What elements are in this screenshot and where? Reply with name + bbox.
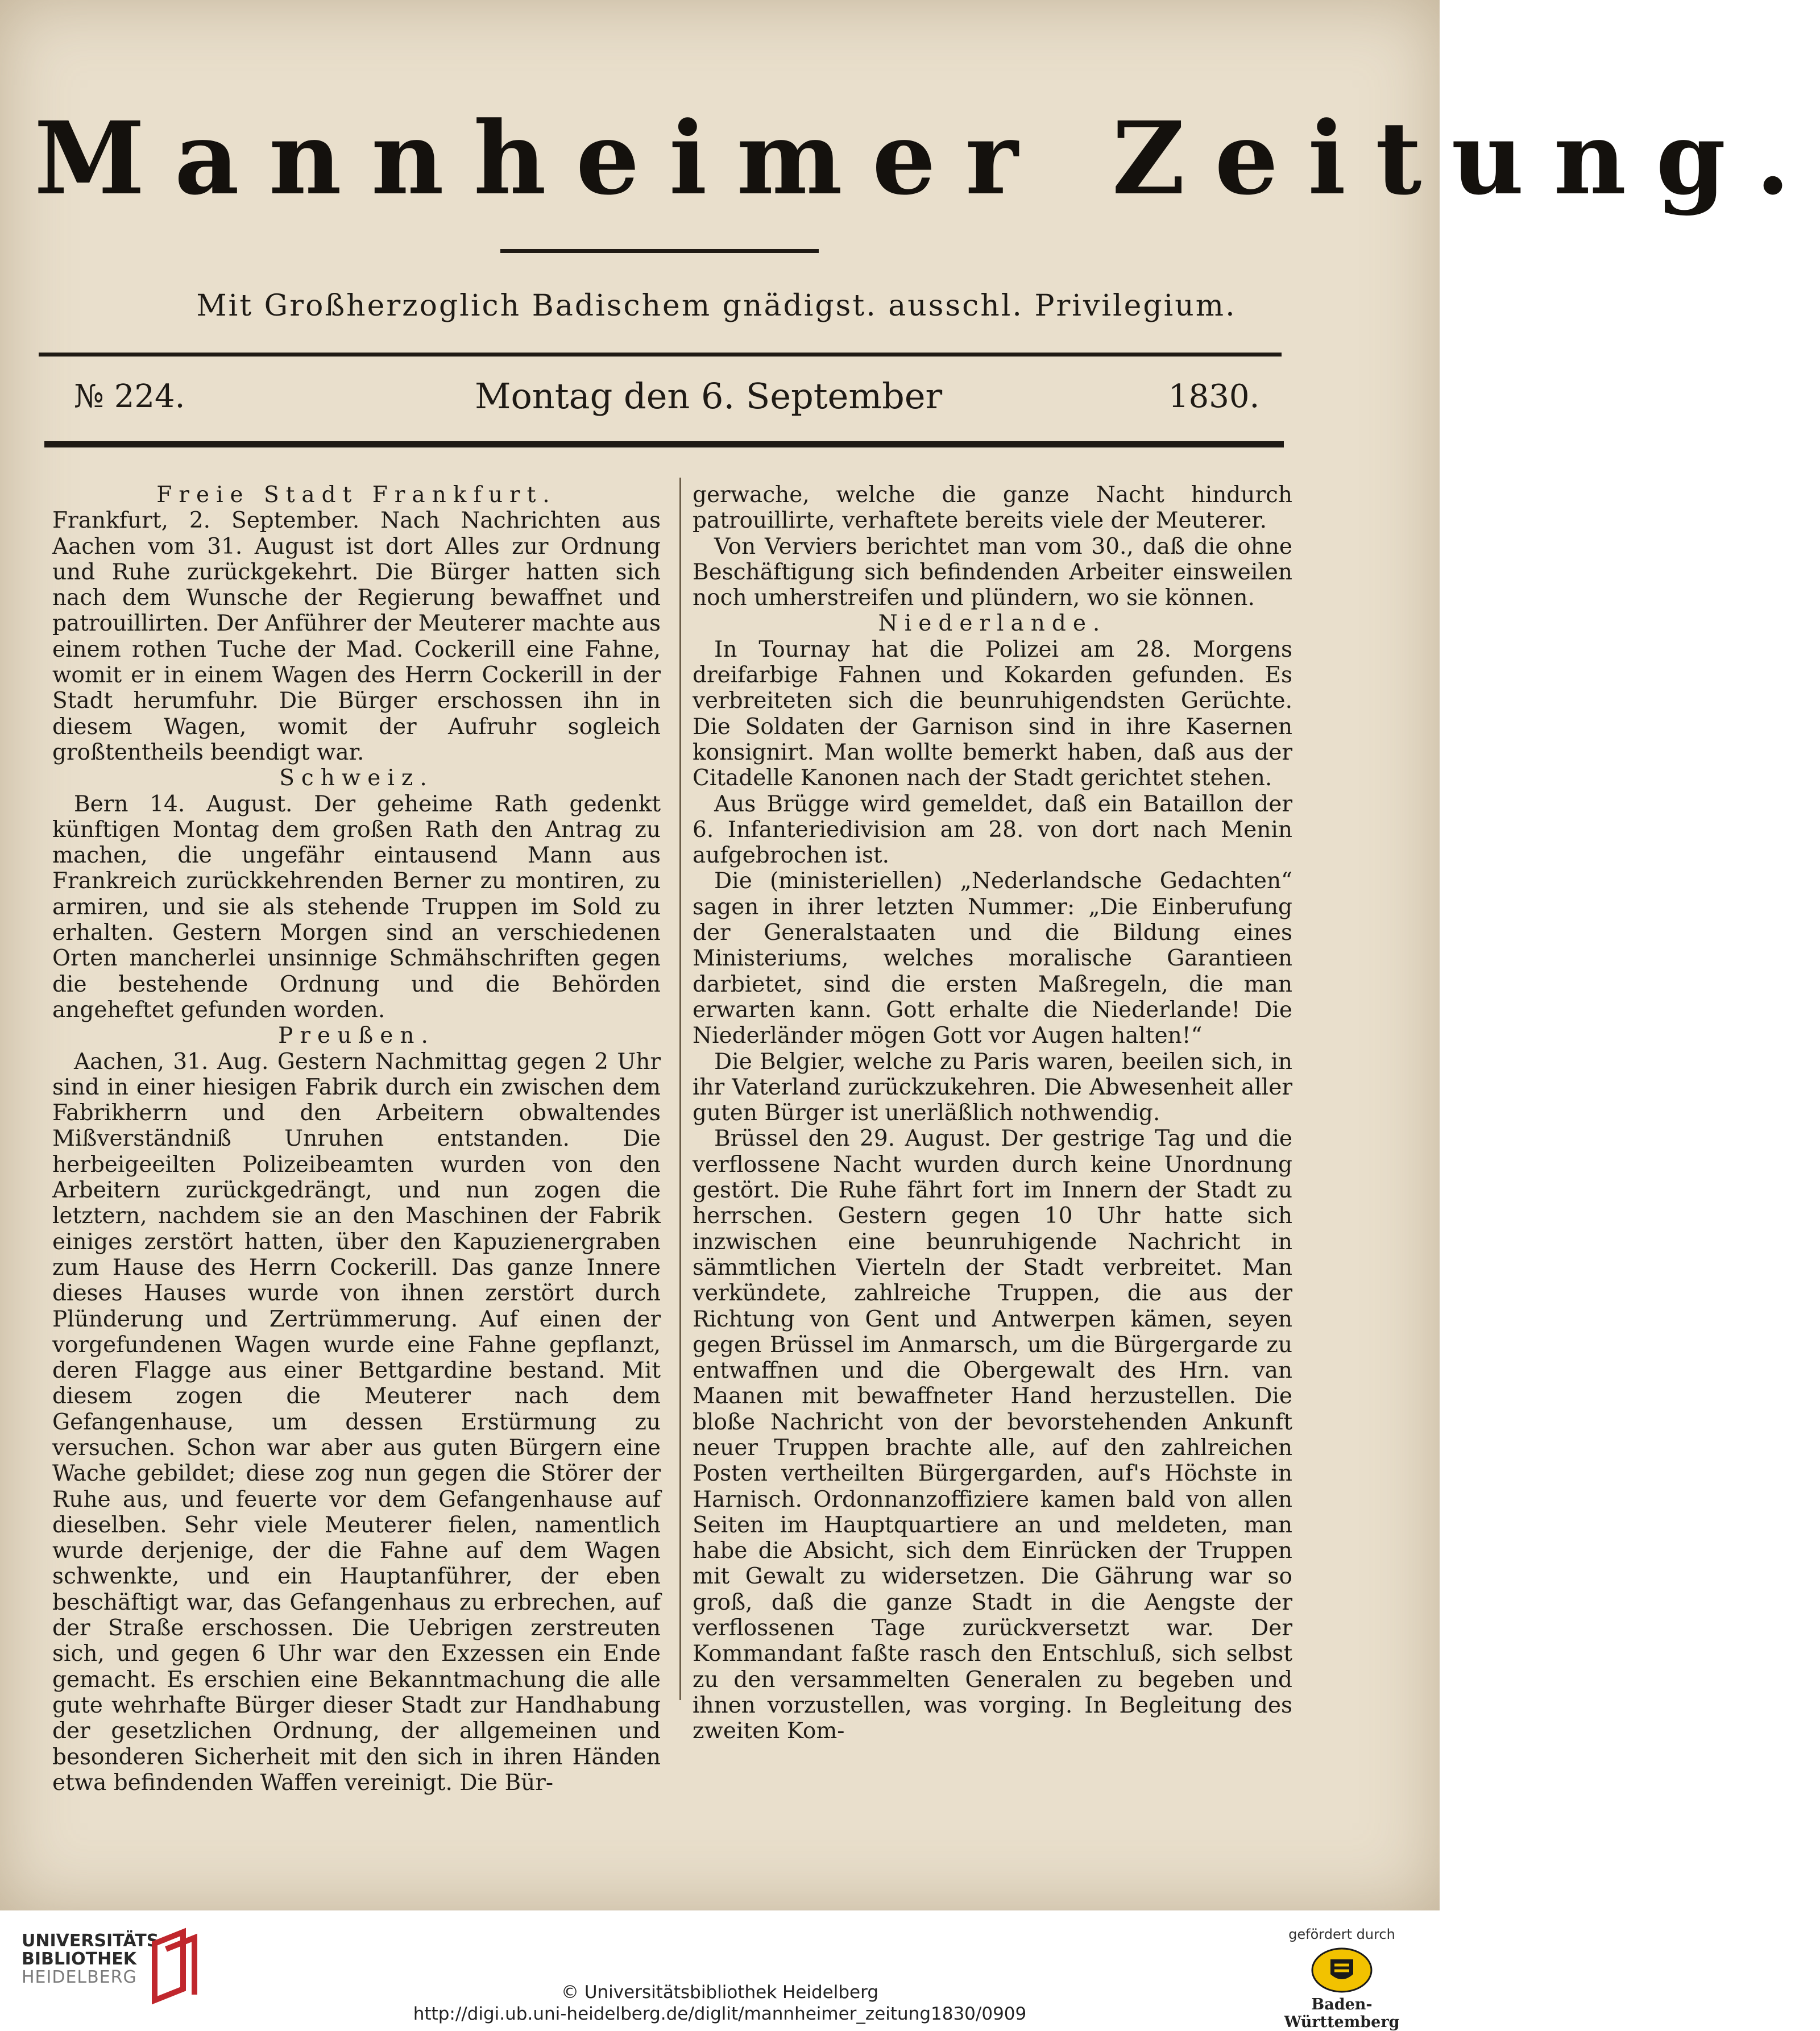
issue-date: Montag den 6. September	[475, 375, 943, 417]
column-divider	[679, 478, 681, 1700]
article-paragraph: Die Belgier, welche zu Paris waren, beeilen sich, in ihr Vaterland zurückzukehren. Die Abwesenheit aller guten Bürger ist unerläßlich nothwendig.	[693, 1048, 1292, 1126]
permalink-url[interactable]: http://digi.ub.uni-heidelberg.de/diglit/mannheimer_zeitung1830/0909	[413, 2004, 1027, 2024]
article-paragraph: Aus Brügge wird gemeldet, daß ein Bataillon der 6. Infanteriedivision am 28. von dort nach Menin aufgebrochen ist.	[693, 791, 1292, 869]
issue-number: № 224.	[74, 378, 185, 415]
article-paragraph: Frankfurt, 2. September. Nach Nachrichten aus Aachen vom 31. August ist dort Alles zur Ordnung und Ruhe zurückgekehrt. Die Bürger hatten sich nach dem Wunsche der Regierung bewaffnet und patrouillirten. Der Anführer der Meuterer machte aus einem rothen Tuche der Mad. Cockerill eine Fahne, womit er in einem Wagen des Herrn Cockerill in der Stadt herumfuhr. Die Bürger erschossen ihn in diesem Wagen, womit der Aufruhr sogleich großtentheils beendigt war.	[52, 508, 661, 765]
article-paragraph: Brüssel den 29. August. Der gestrige Tag und die verflossene Nacht wurden durch keine Unordnung gestört. Die Ruhe fährt fort im Innern der Stadt zu herrschen. Gestern gegen 10 Uhr hatte sich inzwischen eine beunruhigende Nachricht in sämmtlichen Vierteln der Stadt verbreitet. Man verkündete, zahlreiche Truppen, die aus der Richtung von Gent und Antwerpen kämen, seyen gegen Brüssel im Anmarsch, um die Bürgergarde zu entwaffnen und die Obergewalt des Hrn. van Maanen mit bewaffneter Hand herzustellen. Die bloße Nachricht von der bevorstehenden Ankunft neuer Truppen brachte alle, auf den zahlreichen Posten vertheilten Bürgergarden, auf's Höchste in Harnisch. Ordonnanzoffiziere kamen bald von allen Seiten im Hauptquartiere an und meldeten, man habe die Absicht, sich dem Einrücken der Truppen mit Gewalt zu widersetzen. Die Gährung war so groß, daß die ganze Stadt in die Aengste der verflossenen Tage zurückversetzt war. Der Kommandant faßte rasch den Entschluß, sich selbst zu den versammelten Generalen zu begeben und ihnen vorzustellen, was vorging. In Begleitung des zweiten Kom-	[693, 1126, 1292, 1744]
baden-wuerttemberg-emblem-icon	[1311, 1947, 1373, 1993]
issue-year: 1830.	[1168, 378, 1260, 415]
masthead-title: Mannheimer Zeitung.	[34, 100, 1820, 217]
section-heading: Freie Stadt Frankfurt.	[156, 482, 557, 508]
article-paragraph: Bern 14. August. Der geheime Rath gedenkt künftigen Montag dem großen Rath den Antrag zu machen, die ungefähr eintausend Mann aus Frankreich zurückkehrenden Berner zu montiren, zu armiren, und sie als stehende Truppen im Sold zu erhalten. Gestern Morgen sind an verschiedenen Orten mancherlei unsinnige Schmähschriften gegen die bestehende Ordnung und die Behörden angeheftet gefunden worden.	[52, 791, 661, 1023]
section-heading: Niederlande.	[878, 611, 1107, 637]
article-paragraph: Aachen, 31. Aug. Gestern Nachmittag gegen 2 Uhr sind in einer hiesigen Fabrik durch ein zwischen dem Fabrikherrn und den Arbeitern obwaltendes Mißverständniß Unruhen entstanden. Die herbeigeeilten Polizeibeamten wurden von den Arbeitern zurückgedrängt, und nun zogen die letztern, nachdem sie an den Maschinen der Fabrik einiges zerstört hatten, über den Kapuzienergraben zum Hause des Herrn Cockerill. Das ganze Innere dieses Hauses wurde von ihnen zerstört durch Plünderung und Zertrümmerung. Auf einen der vorgefundenen Wagen wurde eine Fahne gepflanzt, deren Flagge aus einer Bettgardine bestand. Mit diesem zogen die Meuterer nach dem Gefangenhause, um dessen Erstürmung zu versuchen. Schon war aber aus guten Bürgern eine Wache gebildet; diese zog nun gegen die Störer der Ruhe aus, und feuerte vor dem Gefangenhause auf dieselben. Sehr viele Meuterer fielen, namentlich wurde derjenige, der die Fahne auf dem Wagen schwenkte, und ein Hauptanführer, der eben beschäftigt war, das Gefangenhaus zu erbrechen, auf der Straße erschossen. Die Uebrigen zerstreuten sich, und gegen 6 Uhr war den Exzessen ein Ende gemacht. Es erschien eine Bekanntmachung die alle gute wehrhafte Bürger dieser Stadt zur Handhabung der gesetzlichen Ordnung, der allgemeinen und besonderen Sicherheit mit den sich in ihren Händen etwa befindenden Waffen vereinigt. Die Bür-	[52, 1048, 661, 1796]
column-left	[52, 482, 661, 1796]
funding-name: Baden-Württemberg	[1284, 1996, 1400, 2031]
funding-label: gefördert durch	[1288, 1926, 1395, 1942]
section-heading: Schweiz.	[279, 765, 434, 791]
copyright-notice: © Universitätsbibliothek Heidelberg	[561, 1982, 878, 2003]
library-name-line-1: UNIVERSITÄTS-	[22, 1931, 166, 1951]
article-paragraph: Von Verviers berichtet man vom 30., daß die ohne Beschäftigung sich befindenden Arbeiter einsweilen noch umherstreifen und plündern, wo sie können.	[693, 533, 1292, 611]
library-name-line-3: HEIDELBERG	[22, 1967, 137, 1987]
header-bottom-rule	[44, 441, 1284, 447]
title-ornament-rule	[500, 249, 819, 253]
funding-block	[1257, 1926, 1427, 2031]
header-top-rule	[39, 353, 1282, 357]
article-paragraph: gerwache, welche die ganze Nacht hindurch patrouillirte, verhaftete bereits viele der Meuterer.	[693, 482, 1292, 534]
article-paragraph: In Tournay hat die Polizei am 28. Morgens dreifarbige Fahnen und Kokarden gefunden. Es verbreiteten sich die beunruhigendsten Gerüchte. Die Soldaten der Garnison sind in ihre Kasernen konsignirt. Man wollte bemerkt haben, daß aus der Citadelle Kanonen nach der Stadt gerichtet stehen.	[693, 636, 1292, 791]
footer-bar	[0, 1910, 1440, 2031]
article-paragraph: Die (ministeriellen) „Nederlandsche Gedachten“ sagen in ihrer letzten Nummer: „Die Einberufung der Generalstaaten und die Bildung eines Ministeriums, welches moralische Garantieen darbietet, sind die ersten Maßregeln, die man erwarten kann. Gott erhalte die Niederlande! Die Niederländer mögen Gott vor Augen halten!“	[693, 868, 1292, 1049]
library-name-line-2: BIBLIOTHEK	[22, 1949, 136, 1969]
section-heading: Preußen.	[278, 1023, 435, 1049]
masthead-subtitle: Mit Großherzoglich Badischem gnädigst. ausschl. Privilegium.	[196, 289, 1237, 323]
column-right	[693, 482, 1292, 1744]
